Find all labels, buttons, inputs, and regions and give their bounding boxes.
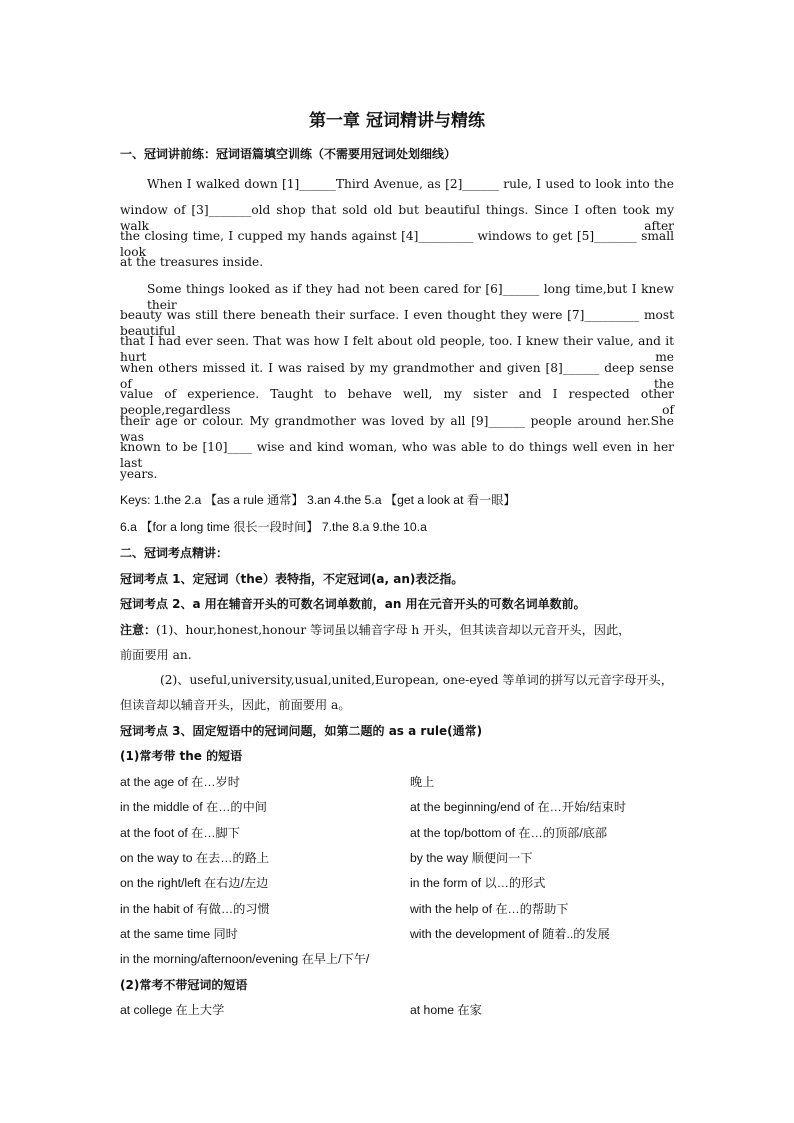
answer-keys-line: 6.a 【for a long time 很长一段时间】 7.the 8.a 9.the 10.a	[120, 520, 427, 534]
passage-line: that I had ever seen. That was how I felt about old people, too. I knew their value, and it hurt me	[120, 334, 674, 364]
article-point-3: 冠词考点 3、固定短语中的冠词问题，如第二题的 as a rule(通常)	[120, 724, 483, 738]
subsection-heading: (2)常考不带冠词的短语	[120, 978, 248, 992]
phrase-left: on the way to 在去…的路上	[120, 851, 270, 865]
passage-line: years.	[120, 467, 158, 481]
note-text: (1)、hour,honest,honour 等词虽以辅音字母 h 开头，但其读音却以元音开头，因此，	[156, 623, 631, 637]
passage-line: the closing time, I cupped my hands against [4]_________ windows to get [5]_______ small look	[120, 229, 674, 259]
phrase-right: at the beginning/end of 在…开始/结束时	[410, 800, 627, 814]
passage-line: Some things looked as if they had not been cared for [6]______ long time,but I knew their	[147, 282, 674, 312]
passage-line: their age or colour. My grandmother was loved by all [9]______ people around her.She was	[120, 414, 674, 444]
article-point-1: 冠词考点 1、定冠词（the）表特指，不定冠词(a, an)表泛指。	[120, 572, 464, 586]
note-line	[120, 622, 630, 638]
subsection-heading: (1)常考带 the 的短语	[120, 749, 243, 763]
passage-line: beauty was still there beneath their surface. I even thought they were [7]_________ most beautiful	[120, 308, 674, 338]
note-line: (2)、useful,university,usual,united,European, one-eyed 等单词的拼写以元音字母开头，	[160, 673, 673, 687]
phrase-right: with the development of 随着..的发展	[410, 927, 610, 941]
phrase-left: at the same time 同时	[120, 927, 238, 941]
phrase-left: at the age of 在…岁时	[120, 775, 240, 789]
passage-line: value of experience. Taught to behave well, my sister and I respected other people,regardless of	[120, 387, 674, 417]
phrase-left: at the foot of 在…脚下	[120, 826, 240, 840]
answer-keys-line: Keys: 1.the 2.a 【as a rule 通常】 3.an 4.the 5.a 【get a look at 看一眼】	[120, 493, 516, 507]
phrase-right: 晚上	[410, 775, 435, 789]
phrase-left: on the right/left 在右边/左边	[120, 876, 269, 890]
passage-line: window of [3]_______old shop that sold old but beautiful things. Since I often took my walk after	[120, 203, 674, 233]
note-label: 注意：	[120, 623, 157, 637]
phrase-left: in the morning/afternoon/evening 在早上/下午/	[120, 952, 370, 966]
phrase-right: at the top/bottom of 在…的顶部/底部	[410, 826, 608, 840]
phrase-left: in the habit of 有做…的习惯	[120, 902, 270, 916]
passage-line: at the treasures inside.	[120, 255, 264, 269]
passage-line: when others missed it. I was raised by my grandmother and given [8]______ deep sense of the	[120, 361, 674, 391]
phrase-right: by the way 顺便问一下	[410, 851, 533, 865]
page-title: 第一章 冠词精讲与精练	[309, 111, 485, 131]
phrase-right: at home 在家	[410, 1003, 482, 1017]
passage-line: When I walked down [1]______Third Avenue, as [2]______ rule, I used to look into the	[147, 177, 674, 191]
phrase-left: at college 在上大学	[120, 1003, 225, 1017]
phrase-right: with the help of 在…的帮助下	[410, 902, 569, 916]
note-line: 但读音却以辅音开头，因此，前面要用 a。	[120, 698, 351, 712]
phrase-right: in the form of 以…的形式	[410, 876, 546, 890]
passage-line: known to be [10]____ wise and kind woman, who was able to do things well even in her last	[120, 440, 674, 470]
note-line: 前面要用 an.	[120, 648, 192, 662]
article-point-2: 冠词考点 2、a 用在辅音开头的可数名词单数前，an 用在元音开头的可数名词单数前。	[120, 597, 586, 611]
section1-heading: 一、冠词讲前练：冠词语篇填空训练（不需要用冠词处划细线）	[120, 147, 457, 161]
phrase-left: in the middle of 在…的中间	[120, 800, 267, 814]
section2-heading: 二、冠词考点精讲：	[120, 546, 229, 560]
